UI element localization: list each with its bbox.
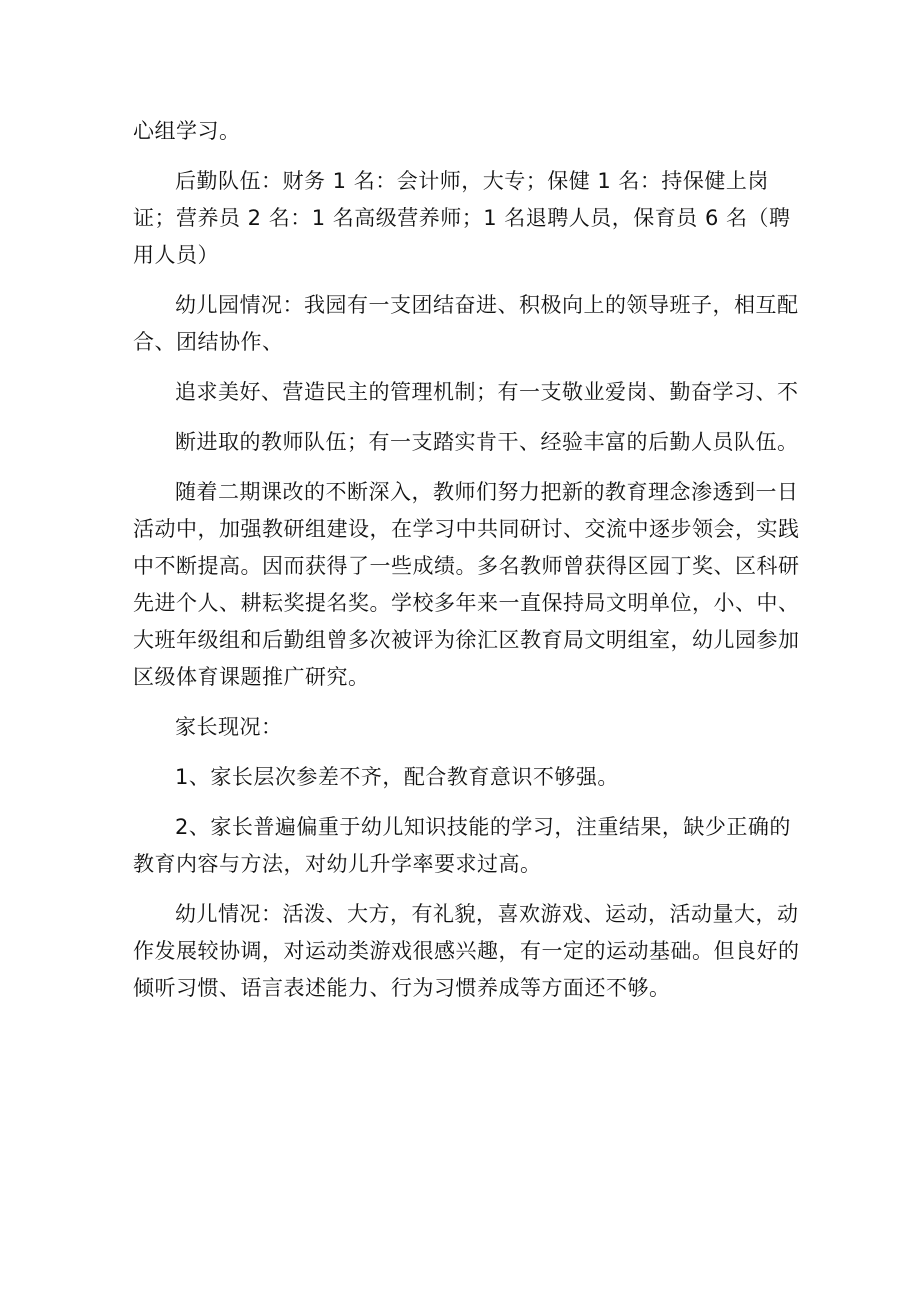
paragraph-management-mechanism: 追求美好、营造民主的管理机制；有一支敬业爱岗、勤奋学习、不 [175,380,799,404]
paragraph-teacher-team: 断进取的教师队伍；有一支踏实肯干、经验丰富的后勤人员队伍。 [175,430,799,454]
paragraph-kindergarten-situation: 幼儿园情况：我园有一支团结奋进、积极向上的领导班子，相互配合、团结协作、 [133,293,799,354]
paragraph-continuation: 心组学习。 [133,119,241,143]
paragraph-curriculum-reform: 随着二期课改的不断深入，教师们努力把新的教育理念渗透到一日活动中，加强教研组建设，在学习中共同研讨、交流中逐步领会，实践中不断提高。因而获得了一些成绩。多名教师曾获得区园丁奖、区科研先进个人、耕耘奖提名奖。学校多年来一直保持局文明单位，小、中、大班年级组和后勤组曾多次被评为徐汇区教育局文明组室，幼儿园参加区级体育课题推广研究。 [133,480,800,689]
paragraph-parents-item-2: 2、家长普遍偏重于幼儿知识技能的学习，注重结果，缺少正确的教育内容与方法，对幼儿升学率要求过高。 [133,815,791,876]
document-body [133,113,803,1020]
paragraph-children-situation: 幼儿情况：活泼、大方，有礼貌，喜欢游戏、运动，活动量大，动作发展较协调，对运动类游戏很感兴趣，有一定的运动基础。但良好的倾听习惯、语言表述能力、行为习惯养成等方面还不够。 [133,902,800,1000]
paragraph-parents-item-1: 1、家长层次参差不齐，配合教育意识不够强。 [175,765,619,789]
paragraph-logistics-team: 后勤队伍：财务 1 名：会计师，大专；保健 1 名：持保健上岗证；营养员 2 名：1 名高级营养师；1 名退聘人员，保育员 6 名（聘用人员） [133,169,791,267]
paragraph-parents-heading: 家长现况： [175,715,283,739]
